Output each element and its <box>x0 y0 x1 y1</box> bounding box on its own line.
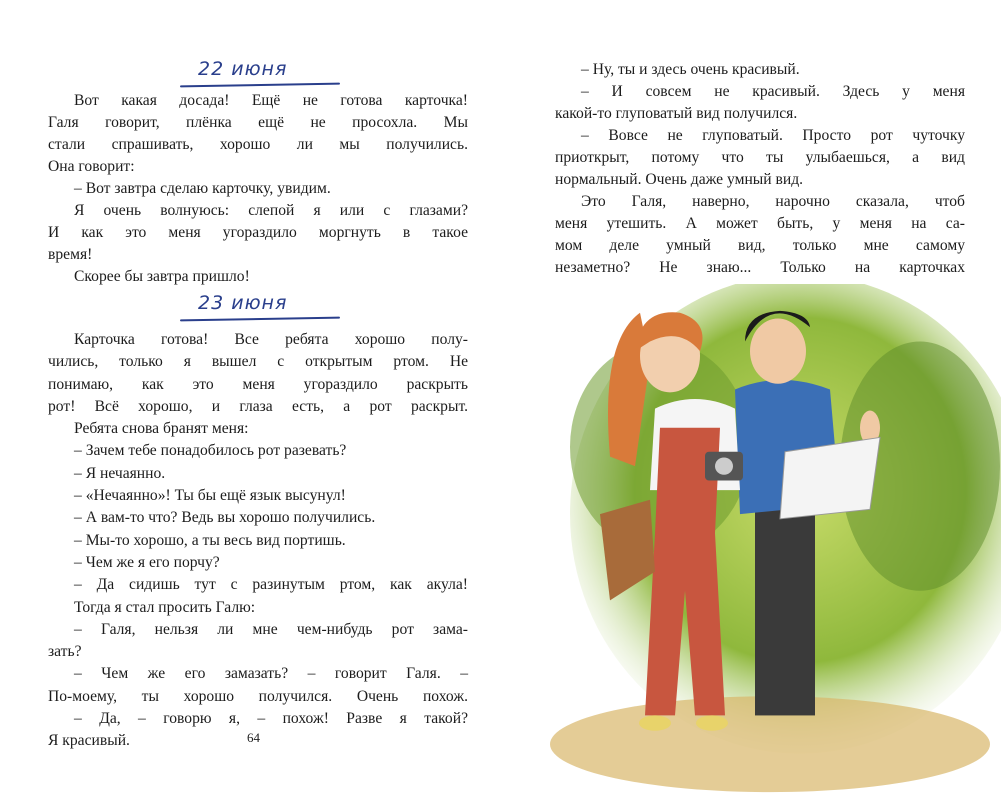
date-underline <box>180 317 340 322</box>
text-line: рот! Всё хорошо, и глаза есть, а рот раскрыт. <box>48 397 468 415</box>
text-line: зать? <box>48 643 82 661</box>
text-line: Тогда я стал просить Галю: <box>74 598 256 616</box>
text-line: – Чем же его замазать? – говорит Галя. – <box>74 665 468 683</box>
text-line: – А вам-то что? Ведь вы хорошо получились. <box>74 509 376 527</box>
entry-23-june-text <box>48 329 468 753</box>
text-line: нормальный. Очень даже умный вид. <box>555 171 804 188</box>
text-line: Я красивый. <box>48 732 130 750</box>
text-line: меня утешить. А может быть, у меня на са- <box>555 215 965 232</box>
text-line: По-моему, ты хорошо получился. Очень похож. <box>48 687 468 705</box>
text-line: – Чем же я его порчу? <box>74 553 220 571</box>
text-line: Карточка готова! Все ребята хорошо полу- <box>74 331 468 348</box>
text-line: незаметно? Не знаю... Только на карточках <box>555 259 965 276</box>
text-line: – «Нечаянно»! Ты бы ещё язык высунул! <box>74 487 346 505</box>
text-line: Это Галя, наверно, нарочно сказала, чтоб <box>581 193 965 210</box>
entry-date-heading: 22 июня <box>198 58 288 80</box>
text-line: – Да сидишь тут с разинутым ртом, как акула! <box>74 576 468 594</box>
continued-text <box>555 59 965 279</box>
text-line: Скорее бы завтра пришло! <box>74 268 250 285</box>
text-line: Ребята снова бранят меня: <box>74 420 249 438</box>
entry-date-heading: 23 июня <box>198 292 288 314</box>
text-line: Я очень волнуюсь: слепой я или с глазами? <box>74 202 468 219</box>
text-line: стали спрашивать, хорошо ли мы получились. <box>48 136 468 153</box>
text-line: приоткрыт, потому что ты улыбаешься, а вид <box>555 149 965 166</box>
text-line: какой-то глуповатый вид получился. <box>555 105 798 122</box>
text-line: – Галя, нельзя ли мне чем-нибудь рот зама- <box>74 620 468 638</box>
text-line: Вот какая досада! Ещё не готова карточка! <box>74 92 468 109</box>
page-number: 64 <box>247 730 260 745</box>
text-line: время! <box>48 246 93 263</box>
text-line: – Вот завтра сделаю карточку, увидим. <box>74 180 331 197</box>
text-line: – Да, – говорю я, – похож! Разве я такой? <box>74 710 468 728</box>
text-line: Галя говорит, плёнка ещё не просохла. Мы <box>48 114 468 131</box>
illustration-children-with-photo <box>540 284 1001 795</box>
text-line: – Я нечаянно. <box>74 464 166 482</box>
text-line: чились, только я вышел с открытым ртом. Не <box>48 353 468 371</box>
text-line: – Вовсе не глуповатый. Просто рот чуточку <box>581 127 965 144</box>
entry-22-june-text <box>48 90 468 288</box>
text-line: мом деле умный вид, только мне самому <box>555 237 965 254</box>
text-line: понимаю, как это меня угораздило раскрыть <box>48 375 468 393</box>
text-line: Она говорит: <box>48 158 135 175</box>
date-underline <box>180 83 340 88</box>
text-line: И как это меня угораздило моргнуть в такое <box>48 224 468 241</box>
text-line: – И совсем не красивый. Здесь у меня <box>581 83 965 100</box>
text-line: – Ну, ты и здесь очень красивый. <box>581 61 800 78</box>
text-line: – Зачем тебе понадобилось рот разевать? <box>74 442 347 460</box>
text-line: – Мы-то хорошо, а ты весь вид портишь. <box>74 531 346 549</box>
